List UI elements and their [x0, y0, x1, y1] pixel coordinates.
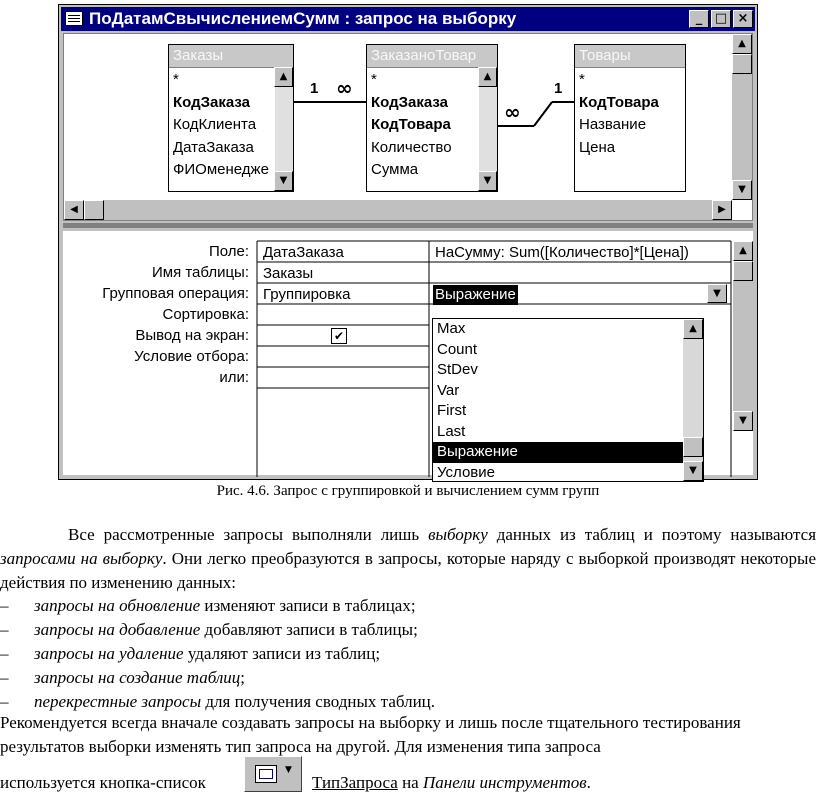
list-item: [0, 666, 245, 690]
field-item[interactable]: КодТовара: [579, 93, 659, 111]
row-label-criteria: Условие отбора:: [134, 348, 249, 365]
dropdown-arrow-icon[interactable]: ▼: [707, 284, 727, 303]
relation-many-label: ∞: [336, 76, 353, 100]
text-run: данных из таблиц и поэтому называются: [487, 525, 816, 544]
text-run: используется кнопка-список: [0, 773, 206, 792]
grid-cell-table-1[interactable]: Заказы: [263, 265, 314, 282]
list-item: [0, 618, 418, 642]
list-item: [0, 642, 380, 666]
table-title: Товары: [575, 45, 685, 68]
scroll-down-icon[interactable]: ▼: [274, 171, 293, 191]
window-title: ПоДатамСвычислениемСумм : запрос на выборку: [89, 9, 517, 28]
dropdown-option[interactable]: Count: [437, 340, 478, 358]
field-item[interactable]: *: [371, 71, 377, 88]
scroll-up-icon[interactable]: ▲: [683, 319, 703, 339]
figure-caption: Рис. 4.6. Запрос с группировкой и вычислением сумм групп: [216, 483, 600, 499]
text-run: . Они легко преобразуются в запросы, которые наряду с выборкой производят некоторые действия по изменению данных:: [0, 549, 816, 592]
field-item[interactable]: КодЗаказа: [371, 93, 449, 111]
grid-cell-field-2[interactable]: НаСумму: Sum([Количество]*[Цена]): [435, 244, 689, 261]
close-button[interactable]: ×: [733, 10, 753, 28]
scroll-up-icon[interactable]: ▲: [478, 67, 497, 87]
paragraph-1: [0, 523, 816, 595]
table-diagram-pane: [63, 33, 753, 221]
window-titlebar[interactable]: [61, 7, 755, 31]
query-window-icon: [65, 11, 83, 26]
list-text: для получения сводных таблиц.: [201, 692, 436, 711]
grid-cell-group-1[interactable]: Группировка: [263, 286, 351, 303]
list-dash: –: [0, 620, 9, 639]
dropdown-option[interactable]: StDev: [437, 361, 478, 378]
scroll-thumb[interactable]: [84, 200, 104, 220]
relationship-lines: [64, 34, 754, 220]
group-operation-dropdown[interactable]: [432, 318, 704, 482]
list-dash: –: [0, 596, 9, 615]
paragraph-2: Рекомендуется всегда вначале создавать запросы на выборку и лишь после тщательного тестирования результатов выборки изменять тип запроса на другой. Для изменения типа запроса: [0, 713, 741, 756]
list-text: удаляют записи из таблиц;: [183, 644, 381, 663]
list-text: добавляют записи в таблицы;: [200, 620, 418, 639]
list-dash: –: [0, 668, 9, 687]
field-item[interactable]: *: [173, 71, 179, 88]
field-item[interactable]: ФИОменедже: [173, 161, 269, 178]
text-run-italic: Панели инструментов: [422, 773, 587, 792]
grid-cell-group-2[interactable]: Выражение: [435, 286, 516, 303]
dropdown-arrow-icon[interactable]: ▼: [285, 765, 292, 775]
scroll-up-icon[interactable]: ▲: [732, 34, 752, 54]
field-item[interactable]: КодЗаказа: [173, 93, 251, 111]
query-design-window: [58, 4, 758, 480]
dropdown-option-selected[interactable]: Выражение: [433, 442, 703, 463]
dropdown-scrollbar[interactable]: [683, 319, 703, 481]
list-term: запросы на удаление: [34, 644, 184, 663]
minimize-button[interactable]: _: [689, 10, 709, 28]
grid-vertical-scrollbar[interactable]: [733, 241, 753, 431]
scroll-up-icon[interactable]: ▲: [274, 67, 293, 87]
table-title: Заказы: [169, 45, 293, 68]
query-grid-pane: [63, 231, 753, 481]
list-term: запросы на обновление: [34, 596, 201, 615]
text-run: на: [397, 773, 423, 792]
scroll-thumb[interactable]: [733, 261, 753, 281]
row-label-or: или:: [219, 369, 249, 386]
scroll-thumb[interactable]: [732, 54, 752, 74]
paragraph-3-end: [312, 771, 812, 795]
text-run: .: [586, 773, 591, 792]
dropdown-option[interactable]: Var: [437, 381, 460, 399]
restore-button[interactable]: □: [711, 10, 731, 28]
scroll-thumb[interactable]: [683, 437, 703, 457]
field-item[interactable]: Сумма: [371, 161, 419, 178]
scroll-down-icon[interactable]: ▼: [732, 180, 752, 200]
show-checkbox[interactable]: ✔: [331, 328, 347, 344]
row-label-field: Поле:: [208, 243, 249, 260]
list-term: запросы на создание таблиц: [34, 668, 241, 687]
field-item[interactable]: *: [579, 71, 585, 88]
text-run-italic: запросами на выборку: [0, 549, 163, 568]
row-label-group: Групповая операция:: [102, 285, 249, 302]
relationship-line-2b[interactable]: [534, 102, 552, 126]
scroll-left-icon[interactable]: ◀: [64, 200, 84, 220]
field-item[interactable]: ДатаЗаказа: [173, 138, 254, 156]
table-title: ЗаказаноТовар: [367, 45, 497, 68]
row-label-sort: Сортировка:: [162, 306, 249, 323]
scroll-right-icon[interactable]: ▶: [712, 200, 732, 220]
list-dash: –: [0, 644, 9, 663]
dropdown-option[interactable]: First: [437, 402, 467, 419]
grid-cell-field-1[interactable]: ДатаЗаказа: [263, 244, 344, 261]
scroll-up-icon[interactable]: ▲: [733, 241, 753, 261]
button-name: ТипЗапроса: [312, 773, 398, 792]
row-label-table: Имя таблицы:: [151, 264, 249, 281]
field-item[interactable]: Цена: [579, 138, 616, 156]
query-type-toolbar-button[interactable]: [244, 756, 302, 792]
diagram-vertical-scrollbar[interactable]: [732, 34, 752, 200]
dropdown-option[interactable]: Условие: [437, 463, 495, 481]
diagram-horizontal-scrollbar[interactable]: [64, 200, 732, 220]
scroll-down-icon[interactable]: ▼: [733, 411, 753, 431]
text-run: Все рассмотренные запросы выполняли лишь: [68, 525, 429, 544]
text-run-italic: выборку: [428, 525, 488, 544]
dropdown-option[interactable]: Last: [437, 422, 466, 440]
dropdown-option[interactable]: Max: [437, 320, 466, 337]
list-term: запросы на добавление: [34, 620, 201, 639]
row-label-show: Вывод на экран:: [135, 327, 249, 344]
field-item[interactable]: КодТовара: [371, 116, 451, 133]
pane-splitter[interactable]: [63, 223, 753, 228]
field-item[interactable]: Количество: [371, 138, 452, 156]
relation-one-label: 1: [554, 80, 563, 97]
list-text: ;: [240, 668, 246, 687]
list-item: [0, 594, 416, 618]
scroll-down-icon[interactable]: ▼: [478, 171, 497, 191]
scroll-down-icon[interactable]: ▼: [683, 461, 703, 481]
relation-many-label: ∞: [504, 100, 521, 124]
relation-one-label: 1: [310, 80, 319, 97]
list-dash: –: [0, 692, 9, 711]
query-type-icon: [255, 765, 277, 783]
list-text: изменяют записи в таблицах;: [200, 596, 416, 615]
field-item[interactable]: Название: [579, 116, 647, 133]
list-term: перекрестные запросы: [34, 692, 202, 711]
field-item[interactable]: КодКлиента: [173, 116, 257, 133]
